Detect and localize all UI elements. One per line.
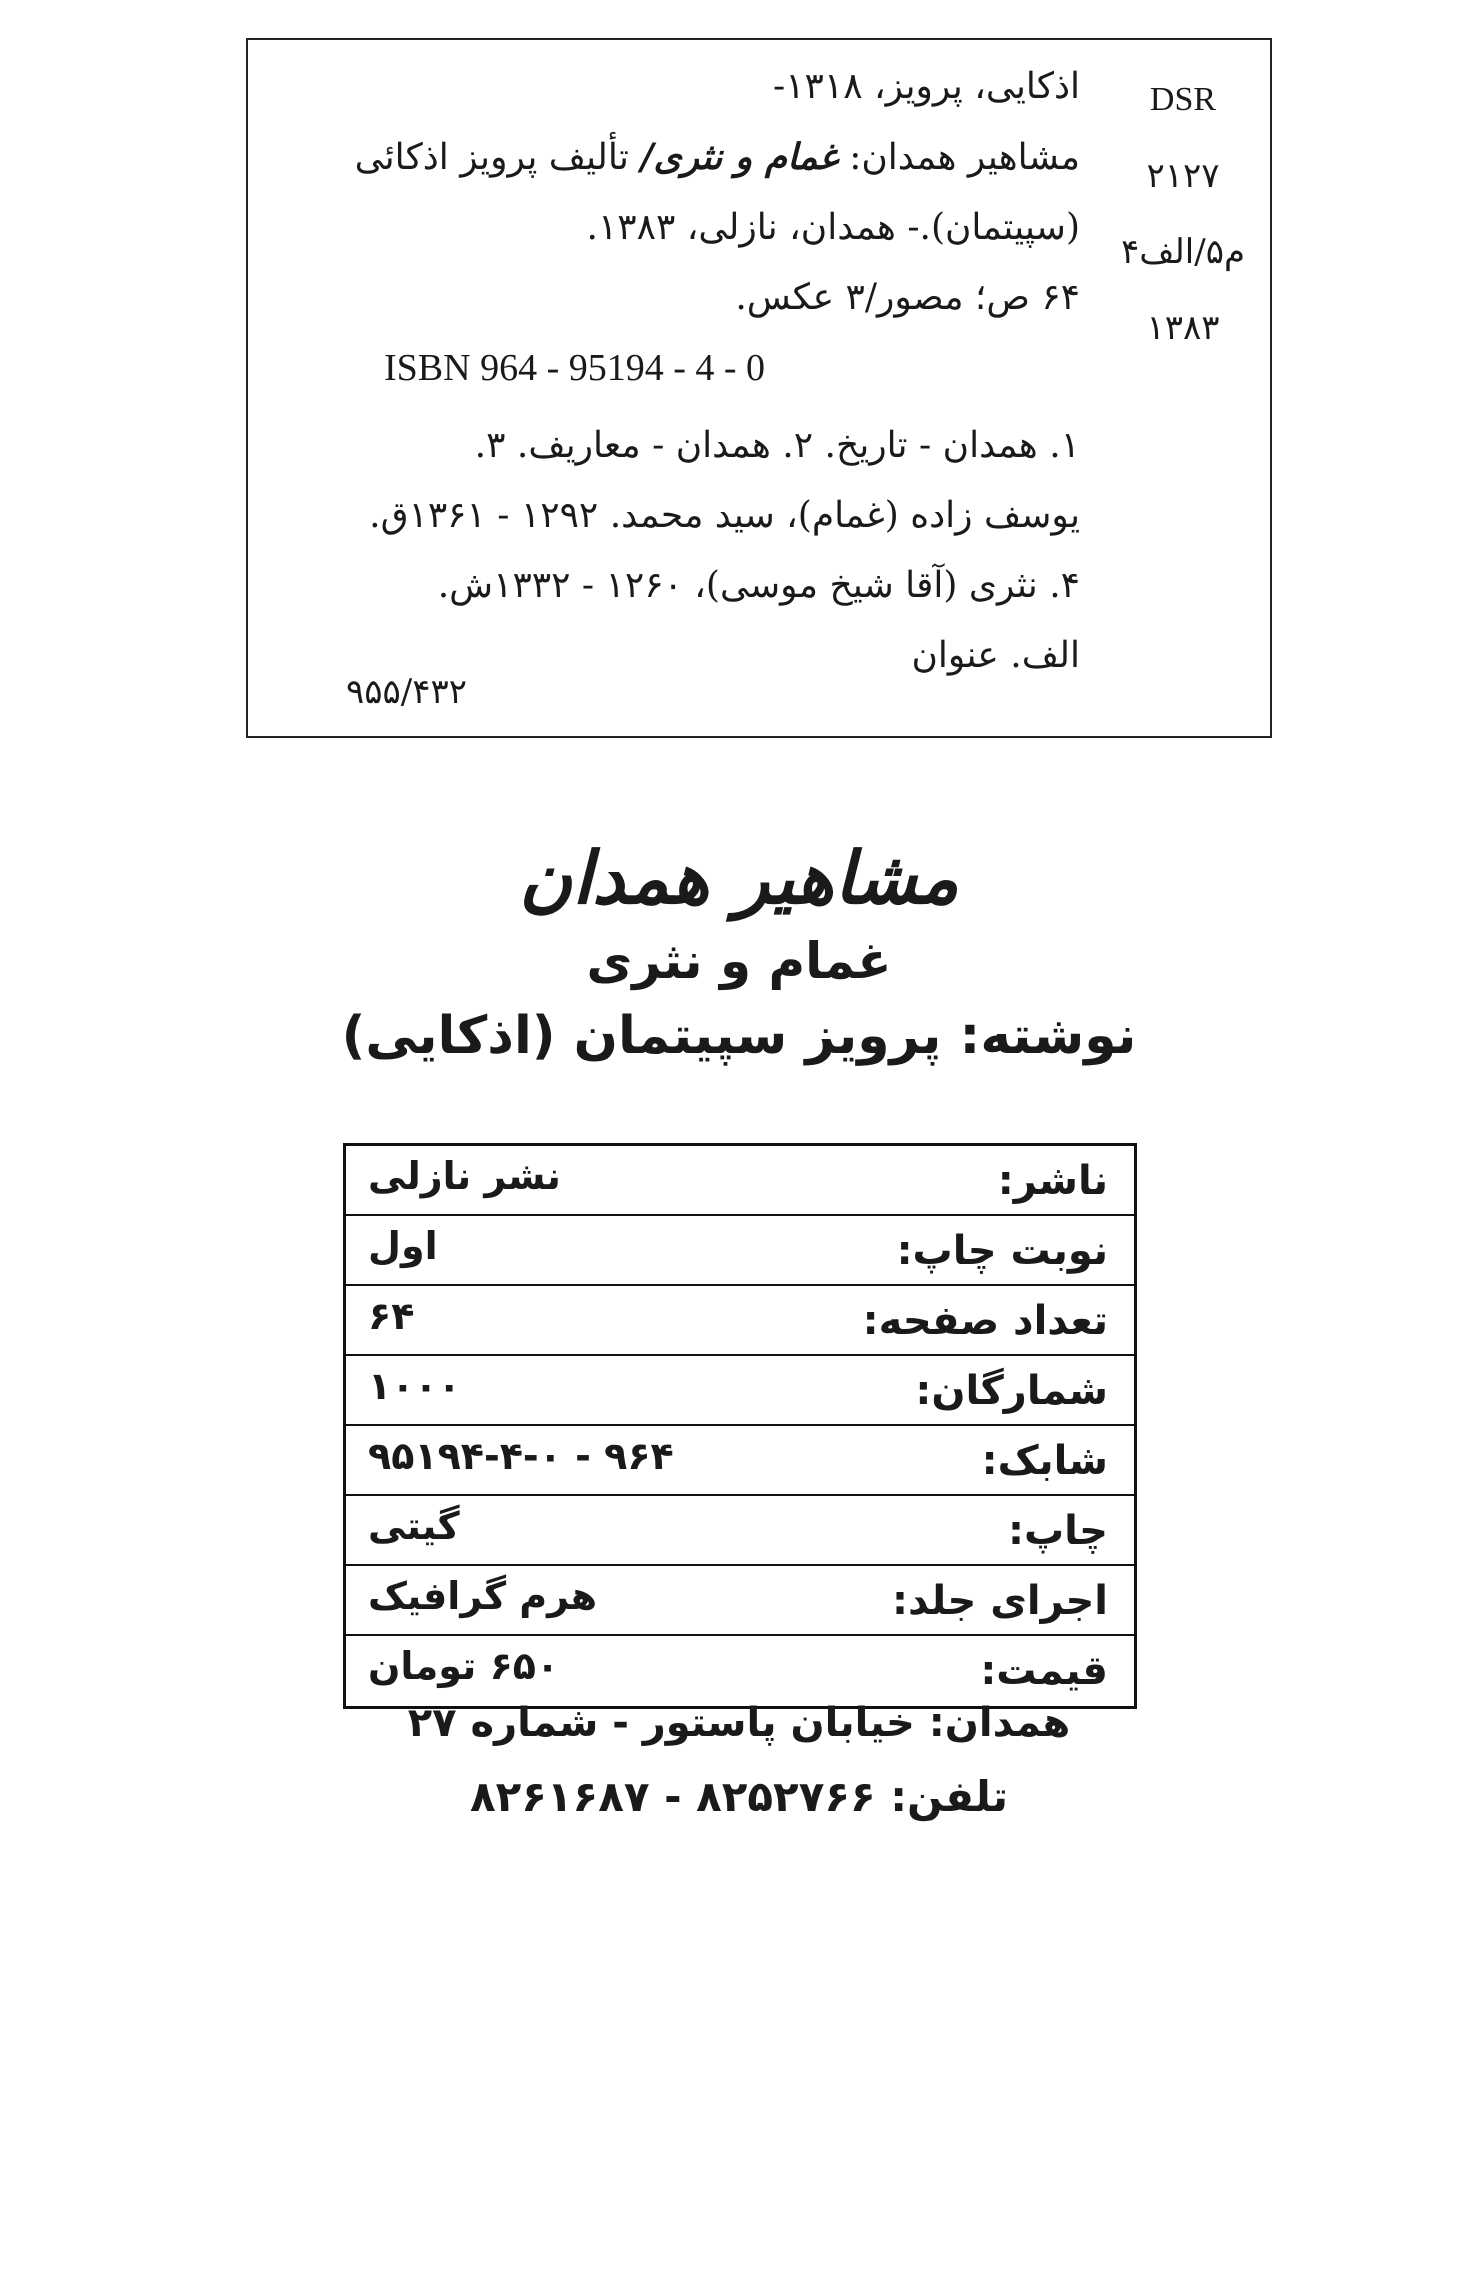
publisher-address: همدان: خیابان پاستور - شماره ۲۷: [407, 1700, 1071, 1746]
book-title: مشاهیر همدان: [519, 836, 959, 920]
catalog-subject-line-1: ۱. همدان - تاریخ. ۲. همدان - معاریف. ۳.: [474, 425, 1080, 466]
info-row-pages: [346, 1286, 1134, 1356]
catalog-title-rest: تألیف پرویز اذکائی: [354, 137, 629, 178]
catalog-title-entry: الف. عنوان: [911, 635, 1080, 676]
book-subtitle: غمام و نثری: [586, 932, 892, 990]
info-value: ۹۶۴ - ۹۵۱۹۴-۴-۰: [368, 1434, 674, 1478]
info-value: هرم گرافیک: [368, 1574, 598, 1618]
info-label: شابک:: [981, 1438, 1108, 1484]
call-number: [1108, 62, 1258, 366]
catalog-title-bold: غمام و نثری/: [640, 136, 838, 178]
info-value: گیتی: [368, 1504, 460, 1548]
call-number-year: ۱۳۸۳: [1146, 308, 1220, 348]
info-row-isbn: [346, 1426, 1134, 1496]
call-number-line-3: ۴م۵/الف: [1120, 232, 1246, 272]
info-label: نوبت چاپ:: [896, 1228, 1108, 1274]
info-label: شمارگان:: [915, 1368, 1108, 1414]
call-number-line-2: ۲۱۲۷: [1146, 156, 1220, 196]
info-row-print-run: [346, 1356, 1134, 1426]
info-label: قیمت:: [980, 1648, 1108, 1694]
info-label: چاپ:: [1007, 1508, 1108, 1554]
info-row-edition: [346, 1216, 1134, 1286]
catalog-title-prefix: مشاهیر همدان:: [849, 137, 1080, 178]
info-value: ۶۴: [368, 1294, 415, 1338]
info-label: اجرای جلد:: [892, 1578, 1108, 1624]
dewey-number: ۹۵۵/۴۳۲: [346, 672, 468, 712]
catalog-subject-line-2: یوسف زاده (غمام)، سید محمد. ۱۲۹۲ - ۱۳۶۱ق.: [369, 495, 1080, 536]
publisher-phone: تلفن: ۸۲۵۲۷۶۶ - ۸۲۶۱۶۸۷: [470, 1772, 1008, 1821]
info-row-cover: [346, 1566, 1134, 1636]
info-label: ناشر:: [997, 1158, 1108, 1204]
info-value: اول: [368, 1224, 438, 1268]
catalog-body: [280, 52, 1080, 691]
catalog-physical-line: ۶۴ ص؛ مصور/۳ عکس.: [735, 277, 1080, 318]
info-row-publisher: [346, 1146, 1134, 1216]
catalog-isbn-line: ISBN 964 - 95194 - 4 - 0: [384, 347, 766, 389]
catalog-subject-line-3: ۴. نثری (آقا شیخ موسی)، ۱۲۶۰ - ۱۳۳۲ش.: [437, 565, 1080, 606]
catalog-title-line: [280, 122, 1080, 193]
info-table: [343, 1143, 1137, 1709]
book-author: نوشته: پرویز سپیتمان (اذکایی): [341, 1006, 1137, 1066]
info-row-price: [346, 1636, 1134, 1706]
info-value: ۶۵۰ تومان: [368, 1644, 560, 1688]
catalog-imprint-line: (سپیتمان).- همدان، نازلی، ۱۳۸۳.: [586, 207, 1080, 248]
info-row-printer: [346, 1496, 1134, 1566]
info-value: نشر نازلی: [368, 1154, 561, 1198]
call-number-class: DSR: [1149, 81, 1217, 118]
catalog-card: [246, 38, 1272, 738]
info-value: ۱۰۰۰: [368, 1364, 461, 1408]
catalog-author-line: اذکایی، پرویز، ۱۳۱۸-: [773, 66, 1080, 107]
info-label: تعداد صفحه:: [862, 1298, 1108, 1344]
